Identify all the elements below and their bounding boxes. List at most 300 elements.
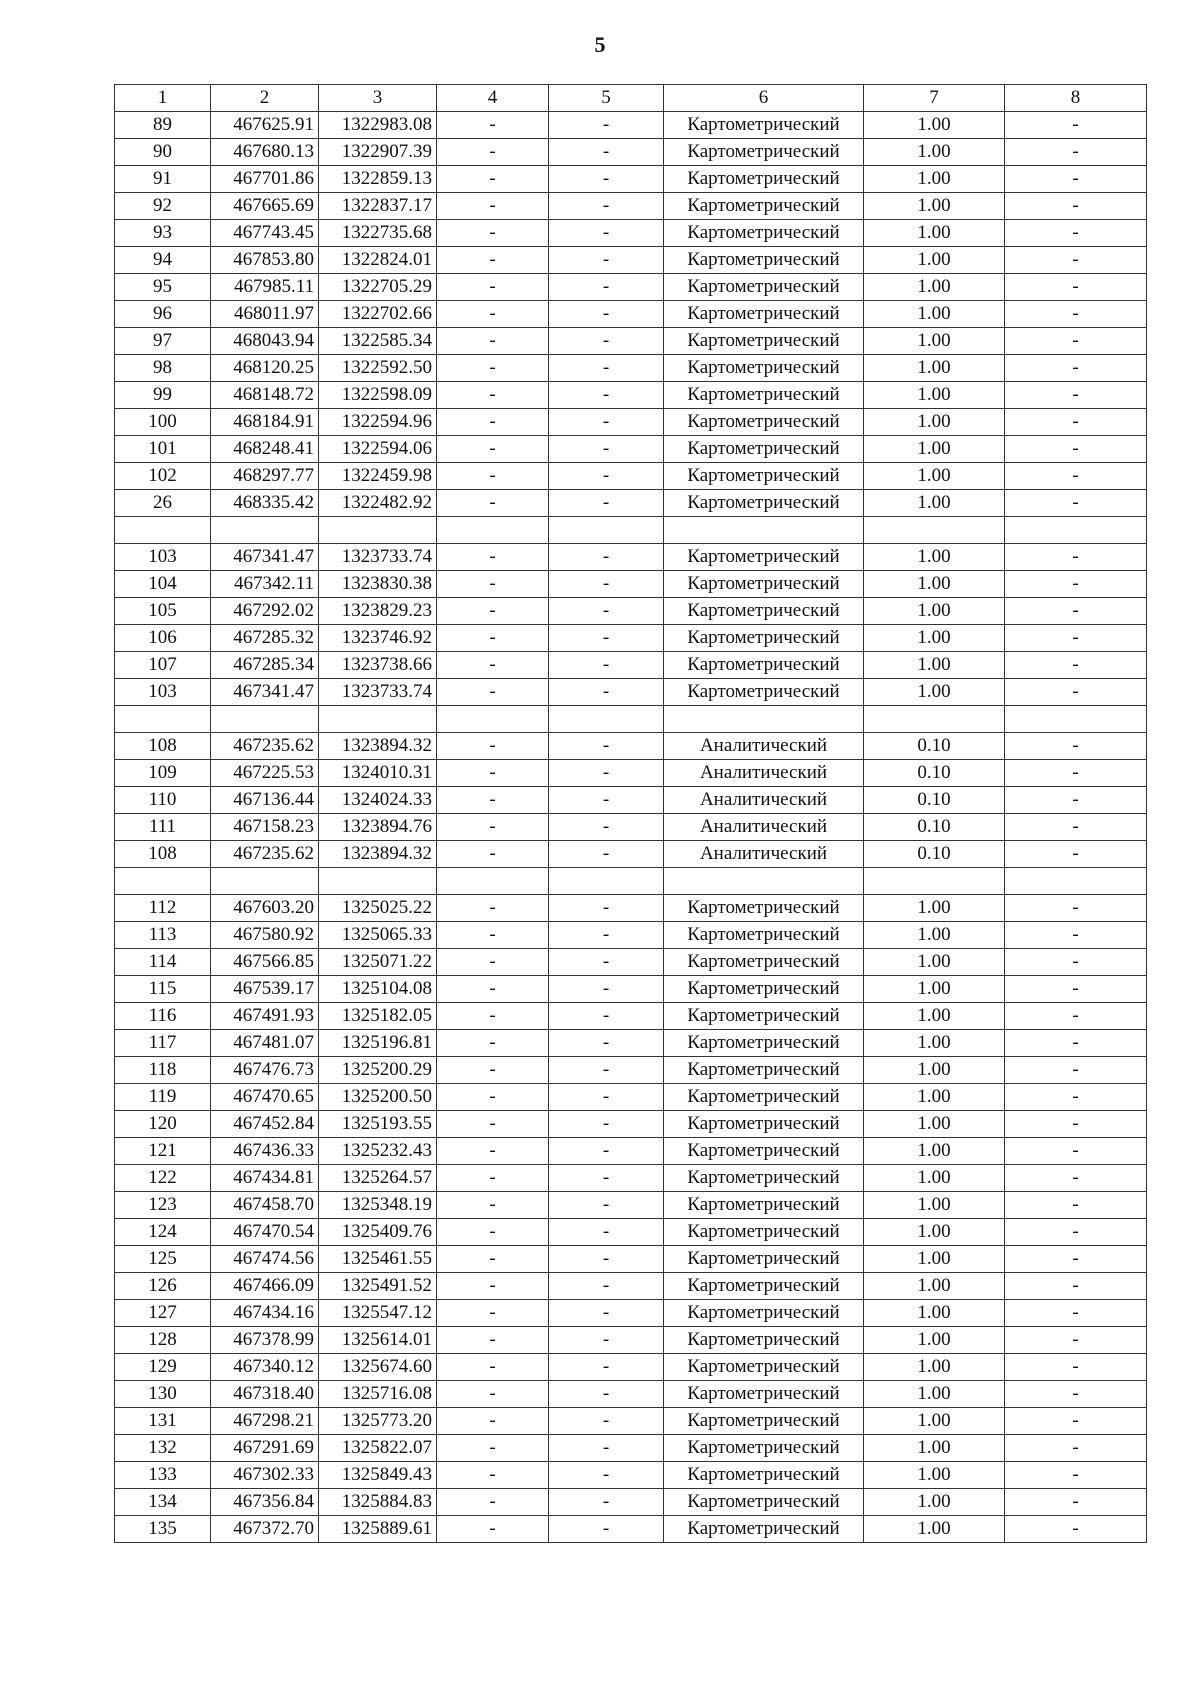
table-cell: 102 [115, 463, 211, 490]
table-cell: - [437, 1273, 549, 1300]
empty-cell [115, 868, 211, 895]
table-cell: - [549, 1030, 664, 1057]
table-cell: 123 [115, 1192, 211, 1219]
table-cell: 1325025.22 [319, 895, 437, 922]
table-cell: - [549, 922, 664, 949]
table-cell: 90 [115, 139, 211, 166]
table-cell: 103 [115, 679, 211, 706]
table-cell: 114 [115, 949, 211, 976]
table-cell: 467372.70 [211, 1516, 319, 1543]
table-cell: - [549, 949, 664, 976]
table-cell: - [549, 139, 664, 166]
table-cell: - [437, 463, 549, 490]
table-cell: 467341.47 [211, 679, 319, 706]
table-cell: - [549, 1462, 664, 1489]
table-cell: 1322482.92 [319, 490, 437, 517]
column-header: 5 [549, 85, 664, 112]
table-cell: - [549, 247, 664, 274]
table-cell: 121 [115, 1138, 211, 1165]
table-cell: 1.00 [864, 1462, 1005, 1489]
table-cell: - [549, 274, 664, 301]
table-row [115, 139, 1147, 166]
table-cell: 1322702.66 [319, 301, 437, 328]
table-cell: Картометрический [664, 1354, 864, 1381]
table-cell: - [549, 976, 664, 1003]
table-cell: 1325348.19 [319, 1192, 437, 1219]
table-cell: - [549, 1489, 664, 1516]
table-cell: - [549, 571, 664, 598]
table-cell: 1.00 [864, 1327, 1005, 1354]
table-cell: - [1005, 544, 1147, 571]
empty-cell [549, 868, 664, 895]
table-cell: - [437, 1030, 549, 1057]
table-cell: 1.00 [864, 1300, 1005, 1327]
table-row [115, 112, 1147, 139]
table-cell: Картометрический [664, 1138, 864, 1165]
table-cell: 467285.32 [211, 625, 319, 652]
table-row [115, 625, 1147, 652]
table-cell: - [1005, 1165, 1147, 1192]
table-cell: 467342.11 [211, 571, 319, 598]
table-cell: 1.00 [864, 382, 1005, 409]
table-cell: - [437, 571, 549, 598]
table-cell: - [549, 1165, 664, 1192]
table-row [115, 841, 1147, 868]
table-cell: - [1005, 625, 1147, 652]
table-cell: 120 [115, 1111, 211, 1138]
table-cell: 106 [115, 625, 211, 652]
table-cell: - [1005, 733, 1147, 760]
table-row [115, 1138, 1147, 1165]
table-body [115, 112, 1147, 1543]
table-row [115, 301, 1147, 328]
table-cell: - [549, 382, 664, 409]
table-cell: 467356.84 [211, 1489, 319, 1516]
table-cell: 108 [115, 841, 211, 868]
table-cell: Картометрический [664, 976, 864, 1003]
table-cell: 467225.53 [211, 760, 319, 787]
table-cell: - [1005, 598, 1147, 625]
table-cell: 468248.41 [211, 436, 319, 463]
table-cell: - [1005, 1003, 1147, 1030]
table-cell: Картометрический [664, 949, 864, 976]
table-cell: 1322585.34 [319, 328, 437, 355]
table-cell: - [1005, 1489, 1147, 1516]
table-cell: - [437, 436, 549, 463]
table-cell: 467292.02 [211, 598, 319, 625]
table-cell: 111 [115, 814, 211, 841]
table-cell: 1.00 [864, 409, 1005, 436]
table-cell: - [1005, 1030, 1147, 1057]
table-cell: 103 [115, 544, 211, 571]
table-cell: 1.00 [864, 490, 1005, 517]
table-cell: 1.00 [864, 949, 1005, 976]
table-cell: - [1005, 1354, 1147, 1381]
table-cell: 0.10 [864, 733, 1005, 760]
table-cell: Картометрический [664, 679, 864, 706]
table-cell: - [549, 1003, 664, 1030]
empty-cell [211, 517, 319, 544]
table-cell: 1.00 [864, 1354, 1005, 1381]
table-cell: - [549, 301, 664, 328]
table-cell: Картометрический [664, 112, 864, 139]
table-cell: - [437, 760, 549, 787]
table-cell: - [549, 544, 664, 571]
table-cell: 1.00 [864, 301, 1005, 328]
table-cell: - [549, 1111, 664, 1138]
table-cell: - [549, 1516, 664, 1543]
table-cell: 468043.94 [211, 328, 319, 355]
table-cell: Картометрический [664, 1003, 864, 1030]
table-cell: - [437, 328, 549, 355]
column-header: 6 [664, 85, 864, 112]
table-row [115, 571, 1147, 598]
table-cell: 1322907.39 [319, 139, 437, 166]
table-cell: 1325674.60 [319, 1354, 437, 1381]
table-cell: - [1005, 220, 1147, 247]
table-cell: Картометрический [664, 1030, 864, 1057]
table-cell: 468148.72 [211, 382, 319, 409]
empty-cell [115, 706, 211, 733]
table-cell: 467466.09 [211, 1273, 319, 1300]
table-cell: 133 [115, 1462, 211, 1489]
column-header: 3 [319, 85, 437, 112]
table-cell: - [1005, 1192, 1147, 1219]
table-cell: 1.00 [864, 571, 1005, 598]
empty-cell [211, 706, 319, 733]
table-cell: - [1005, 1138, 1147, 1165]
table-cell: 104 [115, 571, 211, 598]
table-cell: Аналитический [664, 814, 864, 841]
table-cell: Картометрический [664, 1273, 864, 1300]
table-cell: - [437, 139, 549, 166]
table-cell: 467318.40 [211, 1381, 319, 1408]
table-cell: 1.00 [864, 679, 1005, 706]
page-number: 5 [594, 32, 606, 57]
table-cell: 127 [115, 1300, 211, 1327]
table-cell: 107 [115, 652, 211, 679]
table-cell: - [549, 436, 664, 463]
table-cell: 467302.33 [211, 1462, 319, 1489]
table-cell: - [437, 1138, 549, 1165]
table-cell: Картометрический [664, 1219, 864, 1246]
table-cell: - [1005, 301, 1147, 328]
table-cell: Аналитический [664, 733, 864, 760]
table-cell: 1322735.68 [319, 220, 437, 247]
table-cell: 113 [115, 922, 211, 949]
table-cell: - [437, 1246, 549, 1273]
table-cell: 467298.21 [211, 1408, 319, 1435]
table-cell: - [437, 1219, 549, 1246]
table-cell: - [549, 409, 664, 436]
table-cell: 467452.84 [211, 1111, 319, 1138]
table-cell: 1323894.32 [319, 841, 437, 868]
table-cell: 26 [115, 490, 211, 517]
table-cell: - [437, 409, 549, 436]
table-cell: 467743.45 [211, 220, 319, 247]
table-cell: 1325884.83 [319, 1489, 437, 1516]
table-cell: 467341.47 [211, 544, 319, 571]
table-cell: 1.00 [864, 625, 1005, 652]
table-cell: - [549, 841, 664, 868]
table-cell: Картометрический [664, 652, 864, 679]
table-cell: - [1005, 166, 1147, 193]
table-cell: - [1005, 274, 1147, 301]
table-cell: 1.00 [864, 895, 1005, 922]
table-cell: Картометрический [664, 544, 864, 571]
table-cell: - [437, 355, 549, 382]
table-cell: - [1005, 1435, 1147, 1462]
table-cell: - [1005, 895, 1147, 922]
table-cell: Картометрический [664, 274, 864, 301]
table-cell: 1325232.43 [319, 1138, 437, 1165]
table-cell: 467235.62 [211, 841, 319, 868]
table-cell: - [1005, 652, 1147, 679]
table-cell: 467580.92 [211, 922, 319, 949]
table-cell: 467470.65 [211, 1084, 319, 1111]
empty-cell [664, 706, 864, 733]
table-cell: - [437, 301, 549, 328]
table-cell: 468120.25 [211, 355, 319, 382]
table-cell: 467625.91 [211, 112, 319, 139]
table-cell: 99 [115, 382, 211, 409]
column-header: 1 [115, 85, 211, 112]
table-cell: Картометрический [664, 1057, 864, 1084]
table-cell: Картометрический [664, 1165, 864, 1192]
table-cell: 467470.54 [211, 1219, 319, 1246]
table-cell: 467701.86 [211, 166, 319, 193]
table-row [115, 1111, 1147, 1138]
table-row [115, 490, 1147, 517]
empty-cell [211, 868, 319, 895]
table-cell: - [437, 274, 549, 301]
table-row [115, 355, 1147, 382]
table-cell: 105 [115, 598, 211, 625]
table-cell: - [549, 1138, 664, 1165]
table-cell: - [549, 1381, 664, 1408]
table-cell: Картометрический [664, 355, 864, 382]
table-cell: 1323829.23 [319, 598, 437, 625]
table-cell: 1325264.57 [319, 1165, 437, 1192]
table-row [115, 598, 1147, 625]
table-cell: - [437, 247, 549, 274]
table-cell: 89 [115, 112, 211, 139]
table-row [115, 1489, 1147, 1516]
table-cell: - [1005, 1219, 1147, 1246]
table-cell: - [437, 1327, 549, 1354]
table-cell: 1322824.01 [319, 247, 437, 274]
table-cell: - [437, 1192, 549, 1219]
table-cell: 1.00 [864, 274, 1005, 301]
table-cell: - [1005, 247, 1147, 274]
empty-cell [319, 706, 437, 733]
table-row [115, 1381, 1147, 1408]
table-cell: Аналитический [664, 760, 864, 787]
table-cell: - [549, 1435, 664, 1462]
table-cell: - [437, 490, 549, 517]
table-cell: 1.00 [864, 1246, 1005, 1273]
table-cell: - [1005, 409, 1147, 436]
empty-cell [115, 517, 211, 544]
table-cell: - [437, 814, 549, 841]
table-cell: 467158.23 [211, 814, 319, 841]
table-cell: - [437, 1408, 549, 1435]
table-cell: Картометрический [664, 1408, 864, 1435]
table-cell: 1.00 [864, 112, 1005, 139]
table-cell: - [437, 733, 549, 760]
table-cell: 1.00 [864, 1165, 1005, 1192]
table-cell: - [437, 598, 549, 625]
table-cell: - [549, 679, 664, 706]
table-cell: 468011.97 [211, 301, 319, 328]
table-row [115, 1246, 1147, 1273]
table-cell: 1322859.13 [319, 166, 437, 193]
table-cell: Картометрический [664, 1435, 864, 1462]
table-cell: 1323746.92 [319, 625, 437, 652]
table-cell: - [1005, 139, 1147, 166]
table-cell: - [437, 1462, 549, 1489]
table-cell: 112 [115, 895, 211, 922]
table-cell: 1.00 [864, 166, 1005, 193]
table-row [115, 1462, 1147, 1489]
table-row [115, 436, 1147, 463]
table-cell: 468297.77 [211, 463, 319, 490]
table-cell: 122 [115, 1165, 211, 1192]
table-cell: - [1005, 1057, 1147, 1084]
table-cell: 1325200.29 [319, 1057, 437, 1084]
empty-cell [437, 706, 549, 733]
table-cell: 1.00 [864, 247, 1005, 274]
table-cell: 125 [115, 1246, 211, 1273]
empty-cell [1005, 706, 1147, 733]
table-row [115, 409, 1147, 436]
table-cell: 116 [115, 1003, 211, 1030]
empty-cell [437, 517, 549, 544]
table-cell: 95 [115, 274, 211, 301]
table-cell: 0.10 [864, 841, 1005, 868]
table-cell: 1325182.05 [319, 1003, 437, 1030]
coordinates-table [114, 84, 1147, 1543]
table-cell: 1.00 [864, 922, 1005, 949]
table-row [115, 1273, 1147, 1300]
table-cell: 467481.07 [211, 1030, 319, 1057]
table-cell: 467665.69 [211, 193, 319, 220]
table-cell: - [549, 1192, 664, 1219]
table-cell: - [437, 679, 549, 706]
table-cell: 1323733.74 [319, 679, 437, 706]
table-cell: 1.00 [864, 1219, 1005, 1246]
table-cell: - [549, 814, 664, 841]
table-cell: 1.00 [864, 1030, 1005, 1057]
table-cell: 1323830.38 [319, 571, 437, 598]
table-cell: - [437, 1489, 549, 1516]
table-cell: - [1005, 760, 1147, 787]
table-cell: - [1005, 976, 1147, 1003]
table-cell: 1322459.98 [319, 463, 437, 490]
table-row [115, 382, 1147, 409]
table-cell: 96 [115, 301, 211, 328]
table-cell: - [437, 625, 549, 652]
table-cell: 126 [115, 1273, 211, 1300]
table-cell: Картометрический [664, 1192, 864, 1219]
table-row [115, 328, 1147, 355]
table-cell: - [437, 193, 549, 220]
table-cell: Картометрический [664, 490, 864, 517]
table-row [115, 976, 1147, 1003]
table-cell: 1.00 [864, 1003, 1005, 1030]
table-cell: 1325849.43 [319, 1462, 437, 1489]
table-cell: 1.00 [864, 1138, 1005, 1165]
table-cell: Картометрический [664, 139, 864, 166]
table-cell: 467539.17 [211, 976, 319, 1003]
table-cell: - [1005, 1300, 1147, 1327]
table-cell: 467285.34 [211, 652, 319, 679]
table-cell: 467476.73 [211, 1057, 319, 1084]
separator-row [115, 868, 1147, 895]
empty-cell [549, 517, 664, 544]
table-row [115, 652, 1147, 679]
separator-row [115, 517, 1147, 544]
table-cell: 135 [115, 1516, 211, 1543]
table-cell: - [549, 1057, 664, 1084]
table-cell: 1325071.22 [319, 949, 437, 976]
table-cell: 1.00 [864, 193, 1005, 220]
table-cell: - [549, 1354, 664, 1381]
table-cell: 1325491.52 [319, 1273, 437, 1300]
column-header: 7 [864, 85, 1005, 112]
table-cell: 110 [115, 787, 211, 814]
table-cell: Картометрический [664, 247, 864, 274]
table-cell: - [437, 787, 549, 814]
table-cell: 1.00 [864, 1408, 1005, 1435]
table-cell: - [549, 490, 664, 517]
table-cell: Картометрический [664, 571, 864, 598]
table-cell: 467235.62 [211, 733, 319, 760]
column-header: 2 [211, 85, 319, 112]
header-row [115, 85, 1147, 112]
table-cell: 1325193.55 [319, 1111, 437, 1138]
table-cell: 1322594.06 [319, 436, 437, 463]
empty-cell [319, 868, 437, 895]
table-row [115, 1030, 1147, 1057]
table-cell: - [437, 112, 549, 139]
table-cell: - [549, 112, 664, 139]
table-cell: - [549, 625, 664, 652]
table-cell: Картометрический [664, 625, 864, 652]
table-cell: Картометрический [664, 922, 864, 949]
table-cell: 1325104.08 [319, 976, 437, 1003]
table-cell: 118 [115, 1057, 211, 1084]
table-cell: 1.00 [864, 544, 1005, 571]
table-cell: 1325065.33 [319, 922, 437, 949]
table-cell: 108 [115, 733, 211, 760]
table-cell: 467136.44 [211, 787, 319, 814]
table-cell: - [1005, 571, 1147, 598]
table-cell: 134 [115, 1489, 211, 1516]
table-cell: 467378.99 [211, 1327, 319, 1354]
table-cell: - [1005, 1462, 1147, 1489]
table-cell: - [437, 1057, 549, 1084]
table-cell: - [437, 1300, 549, 1327]
table-cell: 1323738.66 [319, 652, 437, 679]
table-cell: Картометрический [664, 598, 864, 625]
empty-cell [437, 868, 549, 895]
table-cell: - [437, 895, 549, 922]
table-cell: Картометрический [664, 1111, 864, 1138]
table-row [115, 1408, 1147, 1435]
table-row [115, 922, 1147, 949]
separator-row [115, 706, 1147, 733]
